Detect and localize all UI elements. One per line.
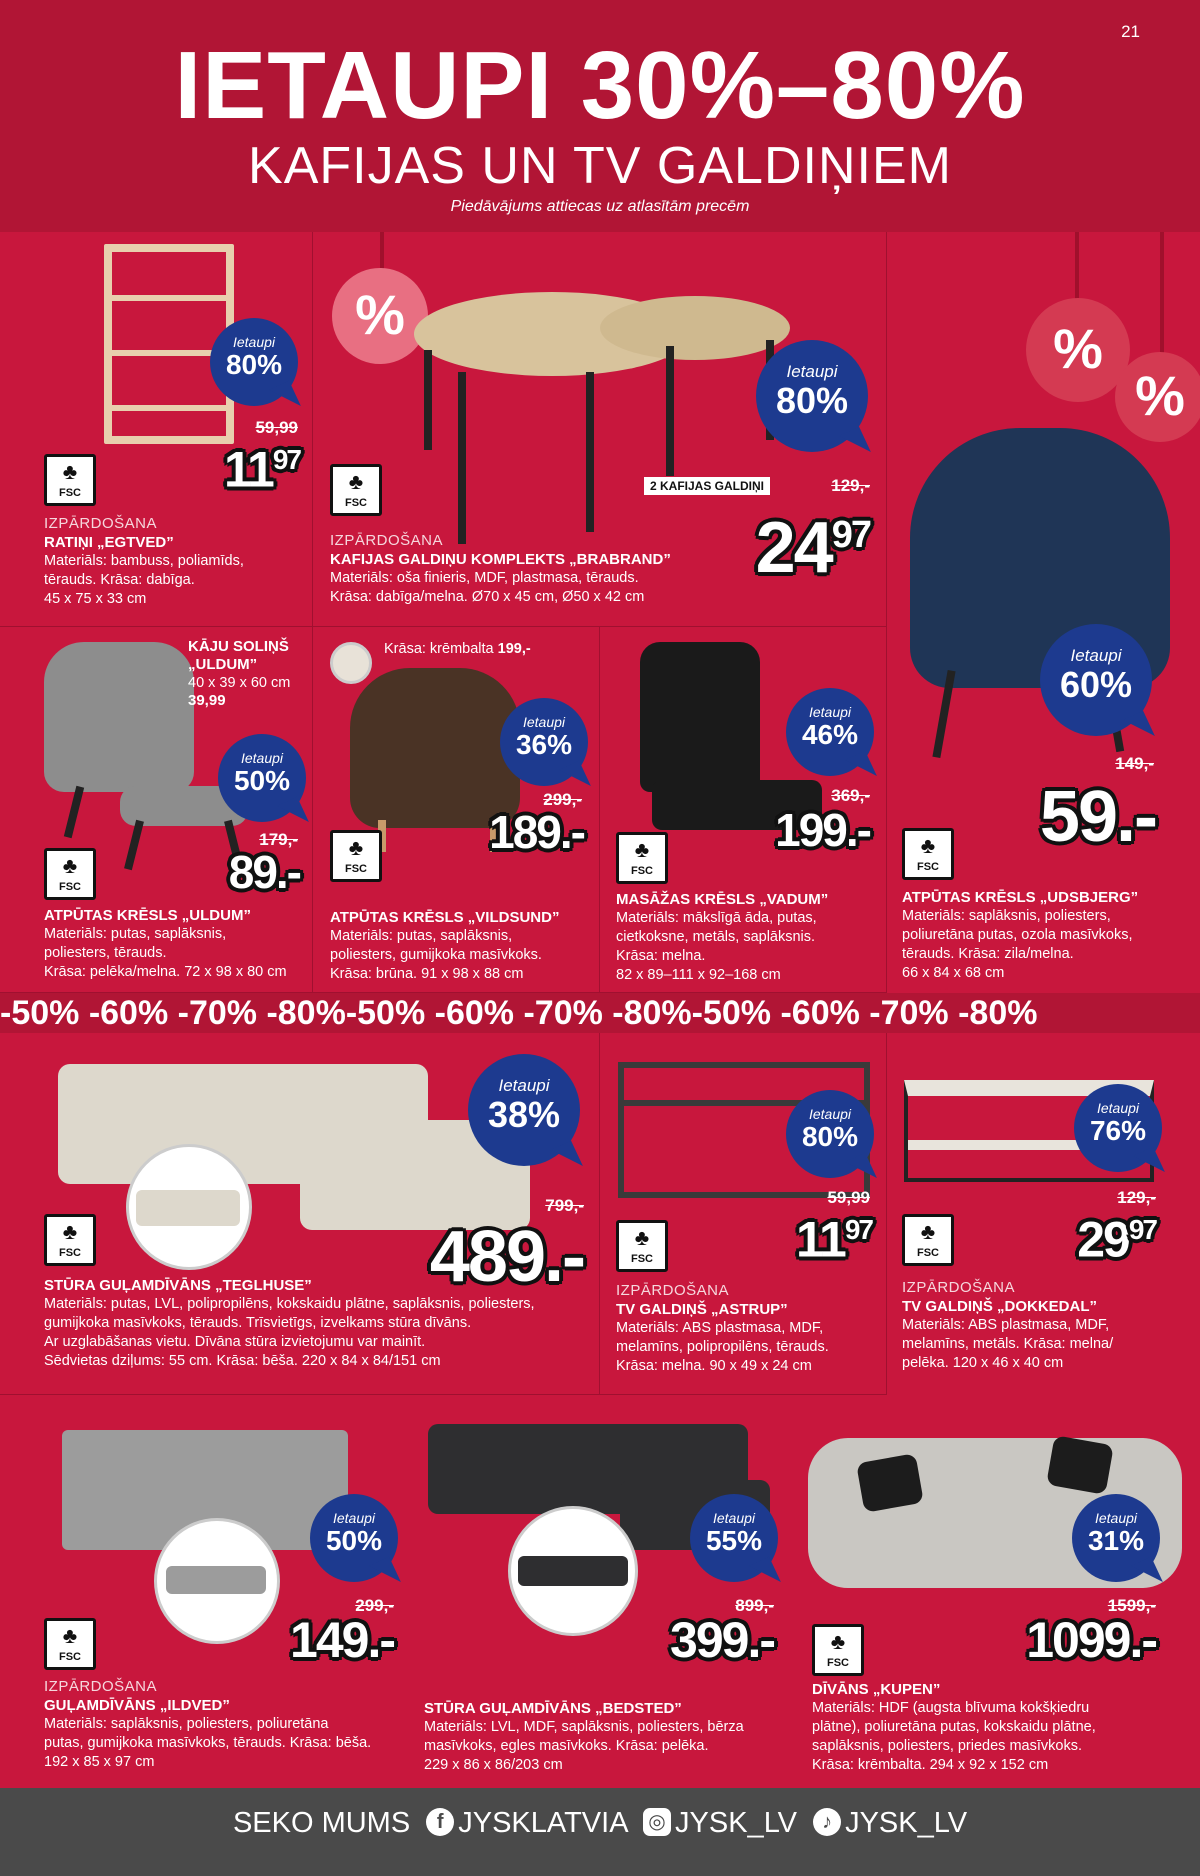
- fsc-logo: ♣ FSC: [44, 454, 96, 506]
- astrup-info: IZPĀRDOŠANA TV GALDIŅŠ „ASTRUP” Materiāls: ABS plastmasa, MDF, melamīns, polipropilēns, tērauds. Krāsa: melna. 90 x 49 x 24 cm: [616, 1281, 886, 1376]
- price: 149.-: [290, 1612, 394, 1668]
- discount-badge: Ietaupi 80%: [210, 318, 298, 406]
- egtved-shelf: [112, 350, 226, 356]
- fsc-logo: ♣ FSC: [44, 848, 96, 900]
- set-label: 2 KAFIJAS GALDIŅI: [644, 477, 770, 495]
- tiktok-handle[interactable]: JYSK_LV: [845, 1807, 968, 1839]
- table-leg: [666, 346, 674, 476]
- old-price: 59,99: [255, 418, 298, 437]
- kupen-cushion: [1046, 1435, 1114, 1495]
- kupen-info: DĪVĀNS „KUPEN” Materiāls: HDF (augsta blīvuma kokšķiedru plātne), poliuretāna putas, kokskaidu plātne, saplāksnis, poliesters, priedes masīvkoks. Krāsa: krēmbalta. 294 x 92 x 152 cm: [812, 1680, 1192, 1775]
- header-banner: [0, 0, 1200, 232]
- price: 89.-: [228, 846, 300, 898]
- variant-swatch: [330, 642, 372, 684]
- old-price: 59,99: [827, 1188, 870, 1207]
- price: $29^{97}$: [1077, 1211, 1156, 1268]
- old-price: 149,-: [1115, 754, 1154, 773]
- discount-badge: Ietaupi 80%: [756, 340, 868, 452]
- old-price: 369,-: [831, 786, 870, 805]
- price: 489.-: [429, 1217, 584, 1297]
- fsc-logo: ♣ FSC: [616, 832, 668, 884]
- discount-badge: Ietaupi 38%: [468, 1054, 580, 1166]
- tiktok-icon[interactable]: ♪: [813, 1808, 841, 1836]
- price: 189.-: [489, 806, 584, 858]
- old-price: 799,-: [545, 1196, 584, 1215]
- uldum-chair-image: [44, 642, 194, 792]
- egtved-info: IZPĀRDOŠANA RATIŅI „EGTVED” Materiāls: bambuss, poliamīds, tērauds. Krāsa: dabīga. 45 x 75 x 33 cm: [44, 514, 304, 609]
- product-name: GUĻAMDĪVĀNS „ILDVED”: [44, 1697, 230, 1714]
- page-number: 21: [1121, 22, 1140, 41]
- price: 1099.-: [1026, 1612, 1156, 1668]
- facebook-handle[interactable]: JYSKLATVIA: [458, 1807, 627, 1839]
- teglhuse-bed-image: [136, 1190, 240, 1226]
- old-price: 179,-: [259, 830, 298, 849]
- price: $11^{97}$: [795, 1211, 872, 1268]
- page-subtitle: KAFIJAS UN TV GALDIŅIEM: [248, 137, 952, 195]
- vildsund-image: [350, 668, 520, 828]
- follow-label: SEKO MUMS: [232, 1807, 411, 1839]
- discount-strip: -50% -60% -70% -80%-50% -60% -70% -80%-50% -60% -70% -80%: [0, 993, 1200, 1033]
- discount-badge: Ietaupi 36%: [500, 698, 588, 786]
- discount-badge: Ietaupi 46%: [786, 688, 874, 776]
- product-name: MASĀŽAS KRĒSLS „VADUM”: [616, 891, 829, 908]
- tag-string: [1075, 232, 1079, 302]
- ildved-bed-image: [166, 1566, 266, 1594]
- product-name: ATPŪTAS KRĒSLS „VILDSUND”: [330, 909, 560, 926]
- price: $24^{97}$: [755, 508, 870, 588]
- discount-badge: Ietaupi 76%: [1074, 1084, 1162, 1172]
- old-price: 299,-: [355, 1596, 394, 1615]
- old-price: 899,-: [735, 1596, 774, 1615]
- percent-tag-icon: %: [1115, 352, 1200, 442]
- vadum-info: MASĀŽAS KRĒSLS „VADUM” Materiāls: mākslīgā āda, putas, cietkoksne, metāls, saplāksnis. Krāsa: melna. 82 x 89–111 x 92–168 cm: [616, 890, 886, 985]
- percent-tag-icon: %: [1026, 298, 1130, 402]
- page-title: IETAUPI 30%–80%: [174, 32, 1026, 139]
- product-name: TV GALDIŅŠ „ASTRUP”: [616, 1301, 788, 1318]
- uldum-stool-info: KĀJU SOLIŅŠ „ULDUM” 40 x 39 x 60 cm 39,99: [188, 638, 291, 709]
- old-price: 129,-: [1117, 1188, 1156, 1207]
- facebook-icon[interactable]: f: [426, 1808, 454, 1836]
- teglhuse-info: STŪRA GUĻAMDĪVĀNS „TEGLHUSE” Materiāls: putas, LVL, polipropilēns, kokskaidu plātne, saplāksnis, poliesters, gumijkoka masīvkoks, tērauds. Trīsvietīgs, izvelkams stūra dīvāns. Ar uzglabāšanas vietu. Dīvāna stūra izvietojumu var mainīt. Sēdvietas dziļums: 55 cm. Krāsa: bēša. 220 x 84 x 84/151 cm: [44, 1276, 594, 1371]
- product-name: STŪRA GUĻAMDĪVĀNS „BEDSTED”: [424, 1700, 682, 1717]
- fsc-logo: ♣ FSC: [812, 1624, 864, 1676]
- fsc-logo: ♣ FSC: [44, 1618, 96, 1670]
- product-name: STŪRA GUĻAMDĪVĀNS „TEGLHUSE”: [44, 1277, 312, 1294]
- product-name: TV GALDIŅŠ „DOKKEDAL”: [902, 1298, 1097, 1315]
- tag-string: [1160, 232, 1164, 362]
- price: 399.-: [670, 1612, 774, 1668]
- product-name: KAFIJAS GALDIŅU KOMPLEKTS „BRABRAND”: [330, 551, 671, 568]
- discount-badge: Ietaupi 50%: [310, 1494, 398, 1582]
- price: 199.-: [775, 804, 870, 856]
- percent-tag-icon: %: [332, 268, 428, 364]
- vildsund-variant: Krāsa: krēmbalta 199,-: [384, 641, 531, 657]
- uldum-info: ATPŪTAS KRĒSLS „ULDUM” Materiāls: putas, saplāksnis, poliesters, tērauds. Krāsa: pelēka/melna. 72 x 98 x 80 cm: [44, 906, 309, 982]
- fsc-logo: ♣ FSC: [902, 828, 954, 880]
- instagram-handle[interactable]: JYSK_LV: [675, 1807, 798, 1839]
- table-leg: [458, 372, 466, 544]
- kupen-cushion: [856, 1453, 924, 1513]
- fsc-logo: ♣ FSC: [44, 1214, 96, 1266]
- discount-badge: Ietaupi 31%: [1072, 1494, 1160, 1582]
- udsbjerg-info: ATPŪTAS KRĒSLS „UDSBJERG” Materiāls: saplāksnis, poliesters, poliuretāna putas, ozola masīvkoks, tērauds. Krāsa: zila/melna. 66 x 84 x 68 cm: [902, 888, 1192, 983]
- old-price: 129,-: [831, 476, 870, 495]
- footer: [0, 1788, 1200, 1876]
- egtved-shelf: [112, 405, 226, 411]
- offer-note: Piedāvājums attiecas uz atlasītām precēm: [450, 198, 750, 215]
- bedsted-info: STŪRA GUĻAMDĪVĀNS „BEDSTED” Materiāls: LVL, MDF, saplāksnis, poliesters, bērza masīvkoks, egles masīvkoks. Krāsa: pelēka. 229 x 86 x 86/203 cm: [424, 1699, 804, 1775]
- price: $11^{97}$: [223, 441, 300, 498]
- fsc-logo: ♣ FSC: [330, 464, 382, 516]
- table-leg: [586, 372, 594, 532]
- fsc-logo: ♣ FSC: [616, 1220, 668, 1272]
- egtved-shelf: [112, 295, 226, 301]
- discount-badge: Ietaupi 60%: [1040, 624, 1152, 736]
- old-price: 299,-: [543, 790, 582, 809]
- discount-badge: Ietaupi 55%: [690, 1494, 778, 1582]
- ildved-info: IZPĀRDOŠANA GUĻAMDĪVĀNS „ILDVED” Materiāls: saplāksnis, poliesters, poliuretāna putas, gumijkoka masīvkoks, tērauds. Krāsa: bēša. 192 x 85 x 97 cm: [44, 1677, 374, 1772]
- tag-string: [380, 232, 384, 272]
- product-name: ATPŪTAS KRĒSLS „UDSBJERG”: [902, 889, 1139, 906]
- discount-badge: Ietaupi 80%: [786, 1090, 874, 1178]
- discount-badge: Ietaupi 50%: [218, 734, 306, 822]
- vildsund-info: ATPŪTAS KRĒSLS „VILDSUND” Materiāls: putas, saplāksnis, poliesters, gumijkoka masīvkoks. Krāsa: brūna. 91 x 98 x 88 cm: [330, 908, 595, 984]
- product-name: ATPŪTAS KRĒSLS „ULDUM”: [44, 907, 251, 924]
- price: 59.-: [1039, 777, 1156, 857]
- old-price: 1599,-: [1107, 1596, 1156, 1615]
- dokkedal-info: IZPĀRDOŠANA TV GALDIŅŠ „DOKKEDAL” Materiāls: ABS plastmasa, MDF, melamīns, metāls. Krāsa: melna/ pelēka. 120 x 46 x 40 cm: [902, 1278, 1192, 1373]
- brabrand-info: IZPĀRDOŠANA KAFIJAS GALDIŅU KOMPLEKTS „BRABRAND” Materiāls: oša finieris, MDF, plastmasa, tērauds. Krāsa: dabīga/melna. Ø70 x 45 cm, Ø50 x 42 cm: [330, 531, 830, 607]
- product-name: DĪVĀNS „KUPEN”: [812, 1681, 941, 1698]
- fsc-logo: ♣ FSC: [330, 830, 382, 882]
- table-leg: [424, 350, 432, 450]
- instagram-icon[interactable]: ◎: [643, 1808, 671, 1836]
- fsc-logo: ♣ FSC: [902, 1214, 954, 1266]
- bedsted-bed-image: [518, 1556, 628, 1586]
- vadum-image: [640, 642, 760, 792]
- product-name: RATIŅI „EGTVED”: [44, 534, 174, 551]
